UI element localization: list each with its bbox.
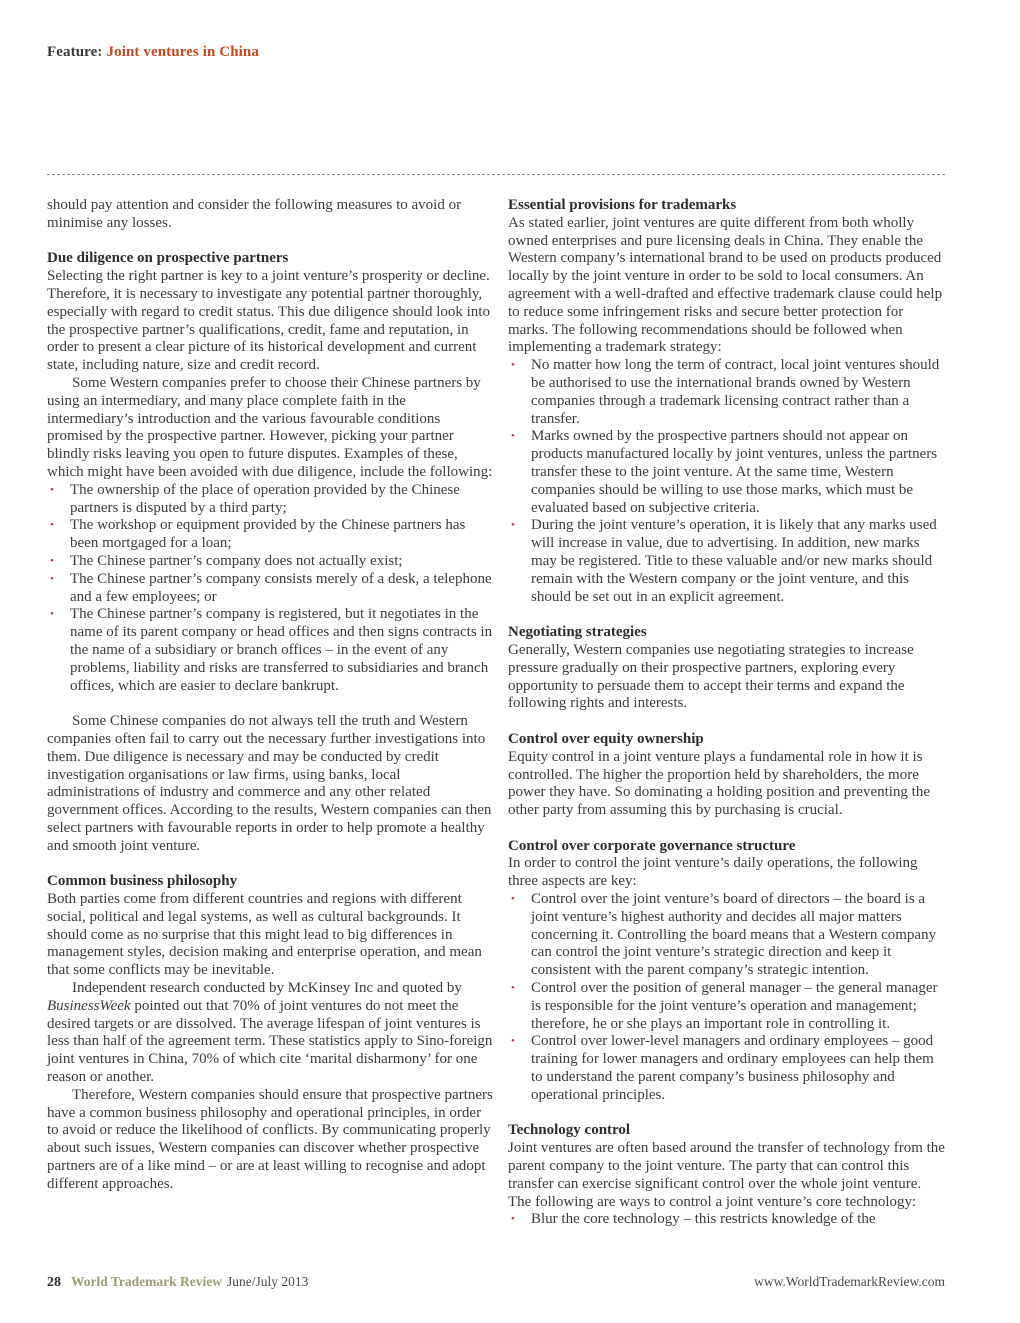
bullet-text: The workshop or equipment provided by the Chinese partners has been mortgaged for a loan; (70, 517, 466, 552)
section-heading: Negotiating strategies (508, 624, 647, 641)
paragraph: Selecting the right partner is key to a joint venture’s prosperity or decline. Therefore, it is necessary to investigate any potential partner thoroughly, especially with regard to credit status. This due diligence should look into the prospective partner’s qualifications, credit, fame and reputation, in order to present a clear picture of its historical development and current state, including nature, size and credit record. (47, 268, 490, 374)
bullet-item (47, 553, 493, 571)
bullet-text: During the joint venture’s operation, it is likely that any marks used will increase in value, due to advertising. In addition, new marks may be registered. Title to these valuable and/or new marks should remain with the Western company or the joint venture, and this should be set out in an explicit agreement. (531, 517, 937, 605)
feature-title: Joint ventures in China (106, 44, 259, 60)
bullet-icon: • (50, 483, 54, 496)
column-right (508, 197, 945, 1229)
bullet-icon: • (511, 893, 515, 906)
footer-website-link[interactable]: www.WorldTrademarkReview.com (754, 1274, 945, 1289)
bullet-text: The ownership of the place of operation provided by the Chinese partners is disputed by a third party; (70, 481, 460, 516)
paragraph: Therefore, Western companies should ensure that prospective partners have a common business philosophy and operational principles, in order to avoid or reduce the likelihood of conflicts. By communicating properly about such issues, Western companies can discover whether prospective partners are of a like mind – or are at least willing to recognise and adopt different approaches. (47, 1086, 493, 1192)
bullet-text: Control over lower-level managers and ordinary employees – good training for lower managers and ordinary employees can help them to understand the parent company’s business philosophy and operational principles. (531, 1033, 934, 1103)
issue-date: June/July 2013 (227, 1274, 309, 1289)
bullet-item (47, 517, 493, 553)
section-heading: Control over equity ownership (508, 730, 704, 747)
bullet-item (47, 482, 493, 518)
paragraph: Both parties come from different countries and regions with different social, political and legal systems, as well as cultural backgrounds. It should come as no surprise that this might lead to big differences in management styles, decision making and enterprise operation, and mean that some conflicts may be inevitable. (47, 891, 482, 979)
bullet-text: The Chinese partner’s company is registered, but it negotiates in the name of its parent company or head offices and then signs contracts in the name of a subsidiary or branch offices – in the event of any problems, liability and risks are transferred to subsidiaries and branch offices, which are easier to declare bankrupt. (70, 606, 493, 694)
paragraph: Generally, Western companies use negotiating strategies to increase pressure gradually on their prospective partners, exploring every opportunity to persuade them to accept their terms and expand the following rights and interests. (508, 641, 914, 712)
paragraph: Some Chinese companies do not always tell the truth and Western companies often fail to carry out the necessary further investigations into them. Due diligence is necessary and may be conducted by credit investigation organisations or law firms, using banks, local administrations of industry and commerce and any other related government offices. According to the results, Western companies can then select partners with favourable reports in order to help promote a healthy and smooth joint venture. (47, 713, 492, 854)
paragraph: Equity control in a joint venture plays a fundamental role in how it is controlled. The higher the proportion held by shareholders, the more power they have. So dominating a holding position and preventing the other party from assuming this by purchasing is crucial. (508, 748, 931, 819)
bullet-item (508, 980, 945, 1033)
magazine-name: World Trademark Review (71, 1274, 222, 1289)
bullet-item (508, 891, 945, 980)
bullet-item (508, 517, 945, 606)
page-number: 28 (47, 1275, 61, 1290)
footer-left (47, 1274, 308, 1291)
bullet-icon: • (511, 359, 515, 372)
section-heading: Control over corporate governance structure (508, 837, 796, 854)
bullet-icon: • (50, 519, 54, 532)
dashed-divider (47, 174, 945, 175)
bullet-list (508, 357, 945, 606)
section-heading: Essential provisions for trademarks (508, 197, 737, 213)
section-heading: Technology control (508, 1122, 631, 1139)
bullet-item (47, 571, 493, 607)
feature-label: Feature: (47, 44, 103, 60)
bullet-text: The Chinese partner’s company does not actually exist; (70, 552, 403, 569)
bullet-item (47, 606, 493, 695)
bullet-icon: • (511, 430, 515, 443)
bullet-item (508, 1211, 945, 1229)
paragraph: Independent research conducted by McKinsey Inc and quoted by BusinessWeek pointed out that 70% of joint ventures do not meet the desired targets or are dissolved. The average lifespan of joint ventures is less than half of the agreement term. These statistics apply to Sino-foreign joint ventures in China, 70% of which cite ‘marital disharmony’ for one reason or another. (47, 980, 493, 1086)
section-heading: Common business philosophy (47, 873, 238, 890)
bullet-icon: • (511, 1035, 515, 1048)
bullet-list (508, 891, 945, 1105)
bullet-icon: • (511, 982, 515, 995)
bullet-text: No matter how long the term of contract, local joint ventures should be authorised to use the international brands owned by Western companies through a trademark licensing contract rather than a transfer. (531, 357, 940, 427)
spacer (47, 695, 493, 713)
section-heading: Due diligence on prospective partners (47, 250, 289, 267)
bullet-text: The Chinese partner’s company consists merely of a desk, a telephone and a few employees; or (70, 570, 492, 605)
paragraph: should pay attention and consider the following measures to avoid or minimise any losses. (47, 197, 462, 231)
bullet-text: Marks owned by the prospective partners should not appear on products manufactured locally by joint ventures, unless the partners transfer these to the joint venture. At the same time, Western companies should be willing to use those marks, which must be evaluated based on subjective criteria. (531, 428, 938, 516)
bullet-item (508, 428, 945, 517)
bullet-list (47, 482, 493, 696)
column-left (47, 197, 493, 1229)
paragraph: Some Western companies prefer to choose their Chinese partners by using an intermediary, and many place complete faith in the intermediary’s introduction and the various favourable conditions promised by the prospective partner. However, picking your partner blindly risks leaving you open to future disputes. Examples of these, which might have been avoided with due diligence, include the following: (47, 374, 493, 480)
paragraph: Joint ventures are often based around the transfer of technology from the parent company to the joint venture. The party that can control this transfer can exercise significant control over the whole joint venture. The following are ways to control a joint venture’s core technology: (508, 1140, 945, 1210)
bullet-icon: • (511, 1213, 515, 1226)
paragraph: As stated earlier, joint ventures are quite different from both wholly owned enterprises and pure licensing deals in China. They enable the Western company’s international brand to be used on products produced locally by the joint venture in order to be sold to local consumers. An agreement with a well-drafted and effective trademark clause could help to reduce some infringement risks and secure better protection for marks. The following recommendations should be followed when implementing a trademark strategy: (508, 214, 943, 356)
bullet-icon: • (50, 608, 54, 621)
bullet-item (508, 357, 945, 428)
bullet-item (508, 1033, 945, 1104)
page-footer (47, 1274, 945, 1291)
bullet-text: Control over the position of general manager – the general manager is responsible for the joint venture’s operation and management; therefore, he or she plays an important role in controlling it. (531, 980, 938, 1032)
bullet-icon: • (511, 519, 515, 532)
page-header (47, 44, 259, 61)
paragraph: In order to control the joint venture’s daily operations, the following three aspects are key: (508, 855, 918, 890)
bullet-text: Control over the joint venture’s board of directors – the board is a joint venture’s highest authority and decides all major matters concerning it. Controlling the board means that a Western company can control the joint venture’s strategic direction and keep it consistent with the parent company’s strategic intention. (531, 891, 937, 979)
article-body (47, 197, 945, 1229)
bullet-list (508, 1211, 945, 1229)
bullet-icon: • (50, 554, 54, 567)
bullet-icon: • (50, 572, 54, 585)
bullet-text: Blur the core technology – this restricts knowledge of the (531, 1211, 876, 1228)
